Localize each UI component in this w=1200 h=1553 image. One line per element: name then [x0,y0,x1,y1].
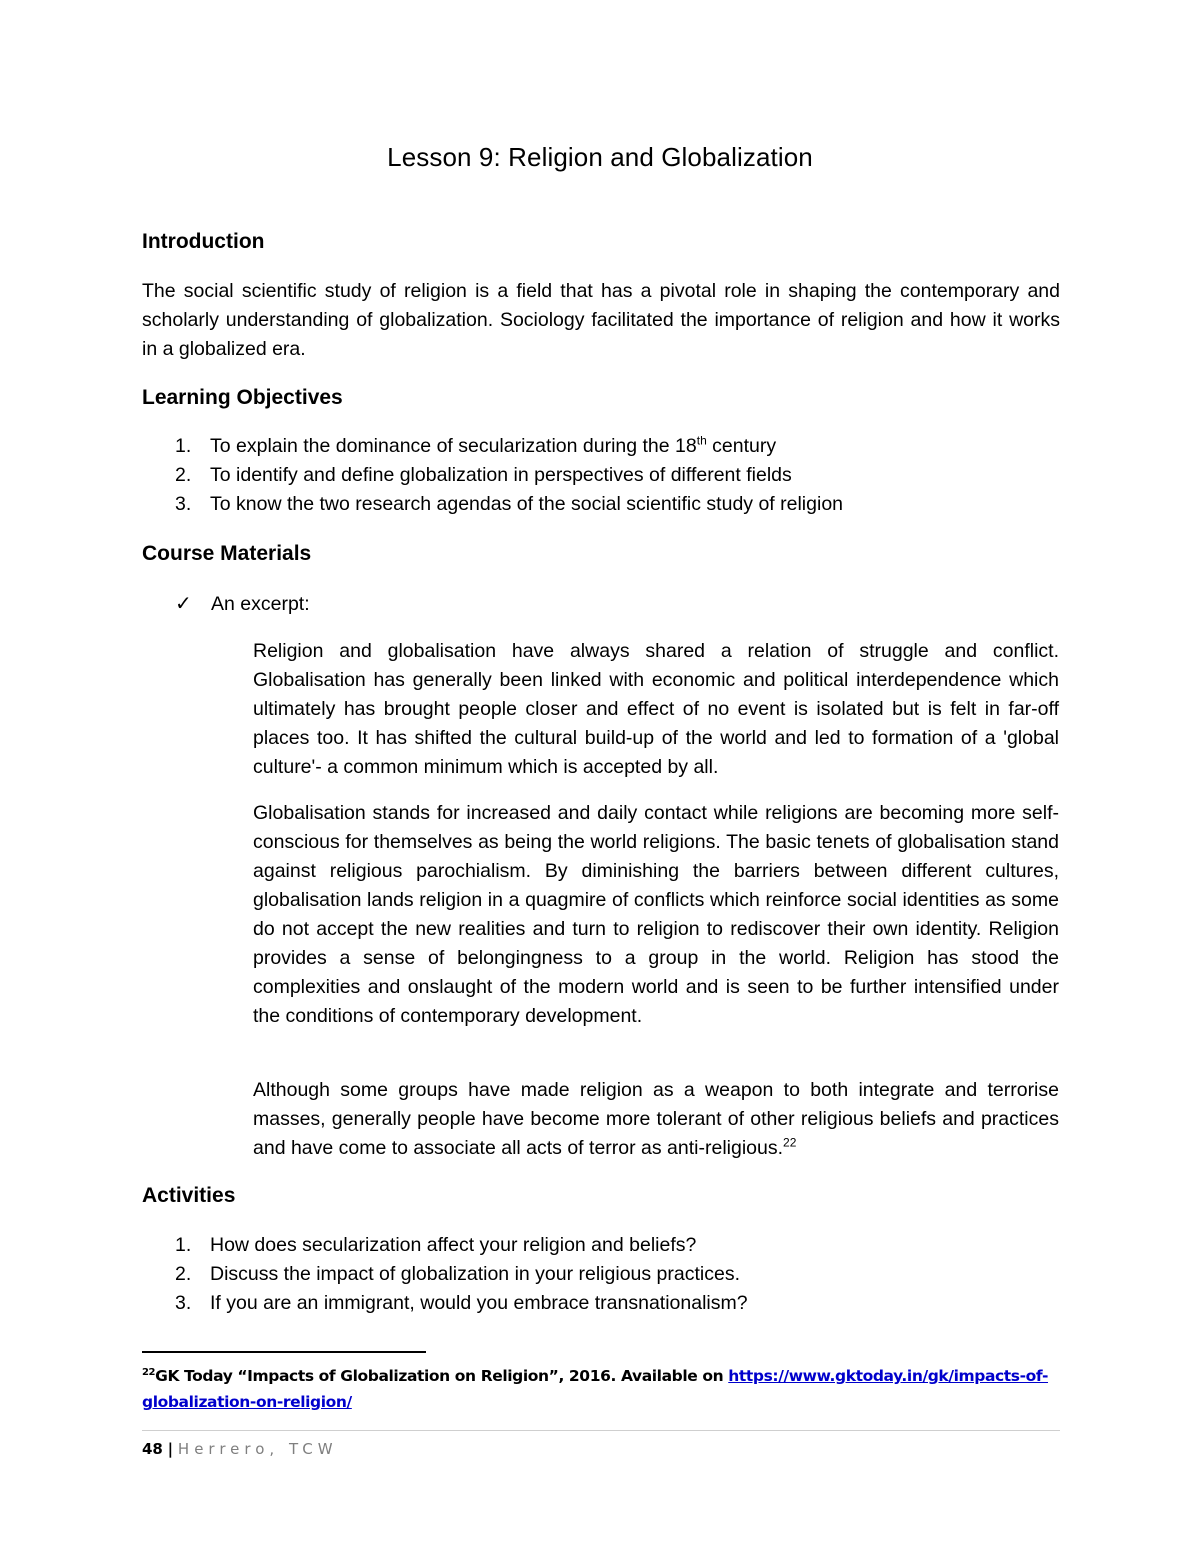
check-list-item-text: An excerpt: [211,593,310,615]
footnote-link-continued[interactable]: globalization-on-religion/ [142,1393,352,1411]
list-item-number: 3. [175,493,192,515]
footnote-link[interactable]: https://www.gktoday.in/gk/impacts-of- [728,1367,1049,1385]
footnote-number: 22 [142,1366,156,1378]
list-item [142,461,1060,490]
list-item-text: To know the two research agendas of the social scientific study of religion [210,493,844,515]
list-item-number: 1. [175,435,192,457]
introduction-heading: Introduction [142,230,265,253]
list-item [142,1231,1060,1260]
list-item-text: Discuss the impact of globalization in your religious practices. [210,1263,740,1285]
excerpt-paragraph-2: Globalisation stands for increased and daily contact while religions are becoming more self-conscious for themselves as being the world religions. The basic tenets of globalisation stand against religious parochialism. By diminishing the barriers between different cultures, globalisation lands religion in a quagmire of conflicts which reinforce social identities as some do not accept the new realities and turn to religion to rediscover their own identity. Religion provides a sense of belongingness to a group in the world. Religion has stood the complexities and onslaught of the modern world and is seen to be further intensified under the conditions of contemporary development. [253,802,1059,1027]
list-item-text: century [706,435,777,457]
activities-heading: Activities [142,1184,236,1207]
list-item [142,1260,1060,1289]
list-item [142,432,1060,461]
footer-separator: | [167,1440,174,1458]
list-item-number: 2. [175,1263,192,1285]
excerpt-paragraph-3 [253,1076,1059,1163]
activities-list [142,1231,1060,1318]
learning-objectives-list [142,432,1060,519]
introduction-paragraph: The social scientific study of religion is a field that has a pivotal role in shaping the contemporary and scholarly understanding of globalization. Sociology facilitated the importance of religion and how it works in a globalized era. [142,280,1060,360]
page-number: 48 [142,1440,163,1458]
excerpt-text: Although some groups have made religion as a weapon to both integrate and terrorise masses, generally people have become more tolerant of other religious beliefs and practices and have come to associate all acts of terror as anti-religious. [253,1079,1059,1159]
course-materials-heading: Course Materials [142,542,312,565]
list-item [142,490,1060,519]
check-list-item [175,590,310,619]
list-item-number: 2. [175,464,192,486]
list-item-text: How does secularization affect your religion and beliefs? [210,1234,697,1256]
learning-objectives-heading: Learning Objectives [142,386,343,409]
footer-divider [142,1430,1060,1431]
list-item-text: To identify and define globalization in perspectives of different fields [210,464,792,486]
check-icon: ✓ [175,593,192,615]
list-item-number: 3. [175,1292,192,1314]
page-footer [142,1436,338,1462]
footnote [142,1363,1060,1415]
list-item [142,1289,1060,1318]
page-title: Lesson 9: Religion and Globalization [387,142,813,172]
excerpt-paragraph-1: Religion and globalisation have always shared a relation of struggle and conflict. Globalisation has generally been linked with economic and political interdependence which ultimately has brought people closer and effect of no event is isolated but is felt in far-off places too. It has shifted the cultural build-up of the world and led to formation of a 'global culture'- a common minimum which is accepted by all. [253,640,1059,778]
superscript: th [696,433,707,448]
footnote-divider [142,1351,426,1353]
footnote-reference[interactable]: 22 [783,1135,797,1150]
list-item-text: If you are an immigrant, would you embrace transnationalism? [210,1292,748,1314]
list-item-text: To explain the dominance of secularization during the 18 [210,435,697,457]
footnote-text: GK Today “Impacts of Globalization on Religion”, 2016. Available on [155,1367,729,1385]
list-item-number: 1. [175,1234,192,1256]
footer-author: Herrero, TCW [177,1440,338,1458]
